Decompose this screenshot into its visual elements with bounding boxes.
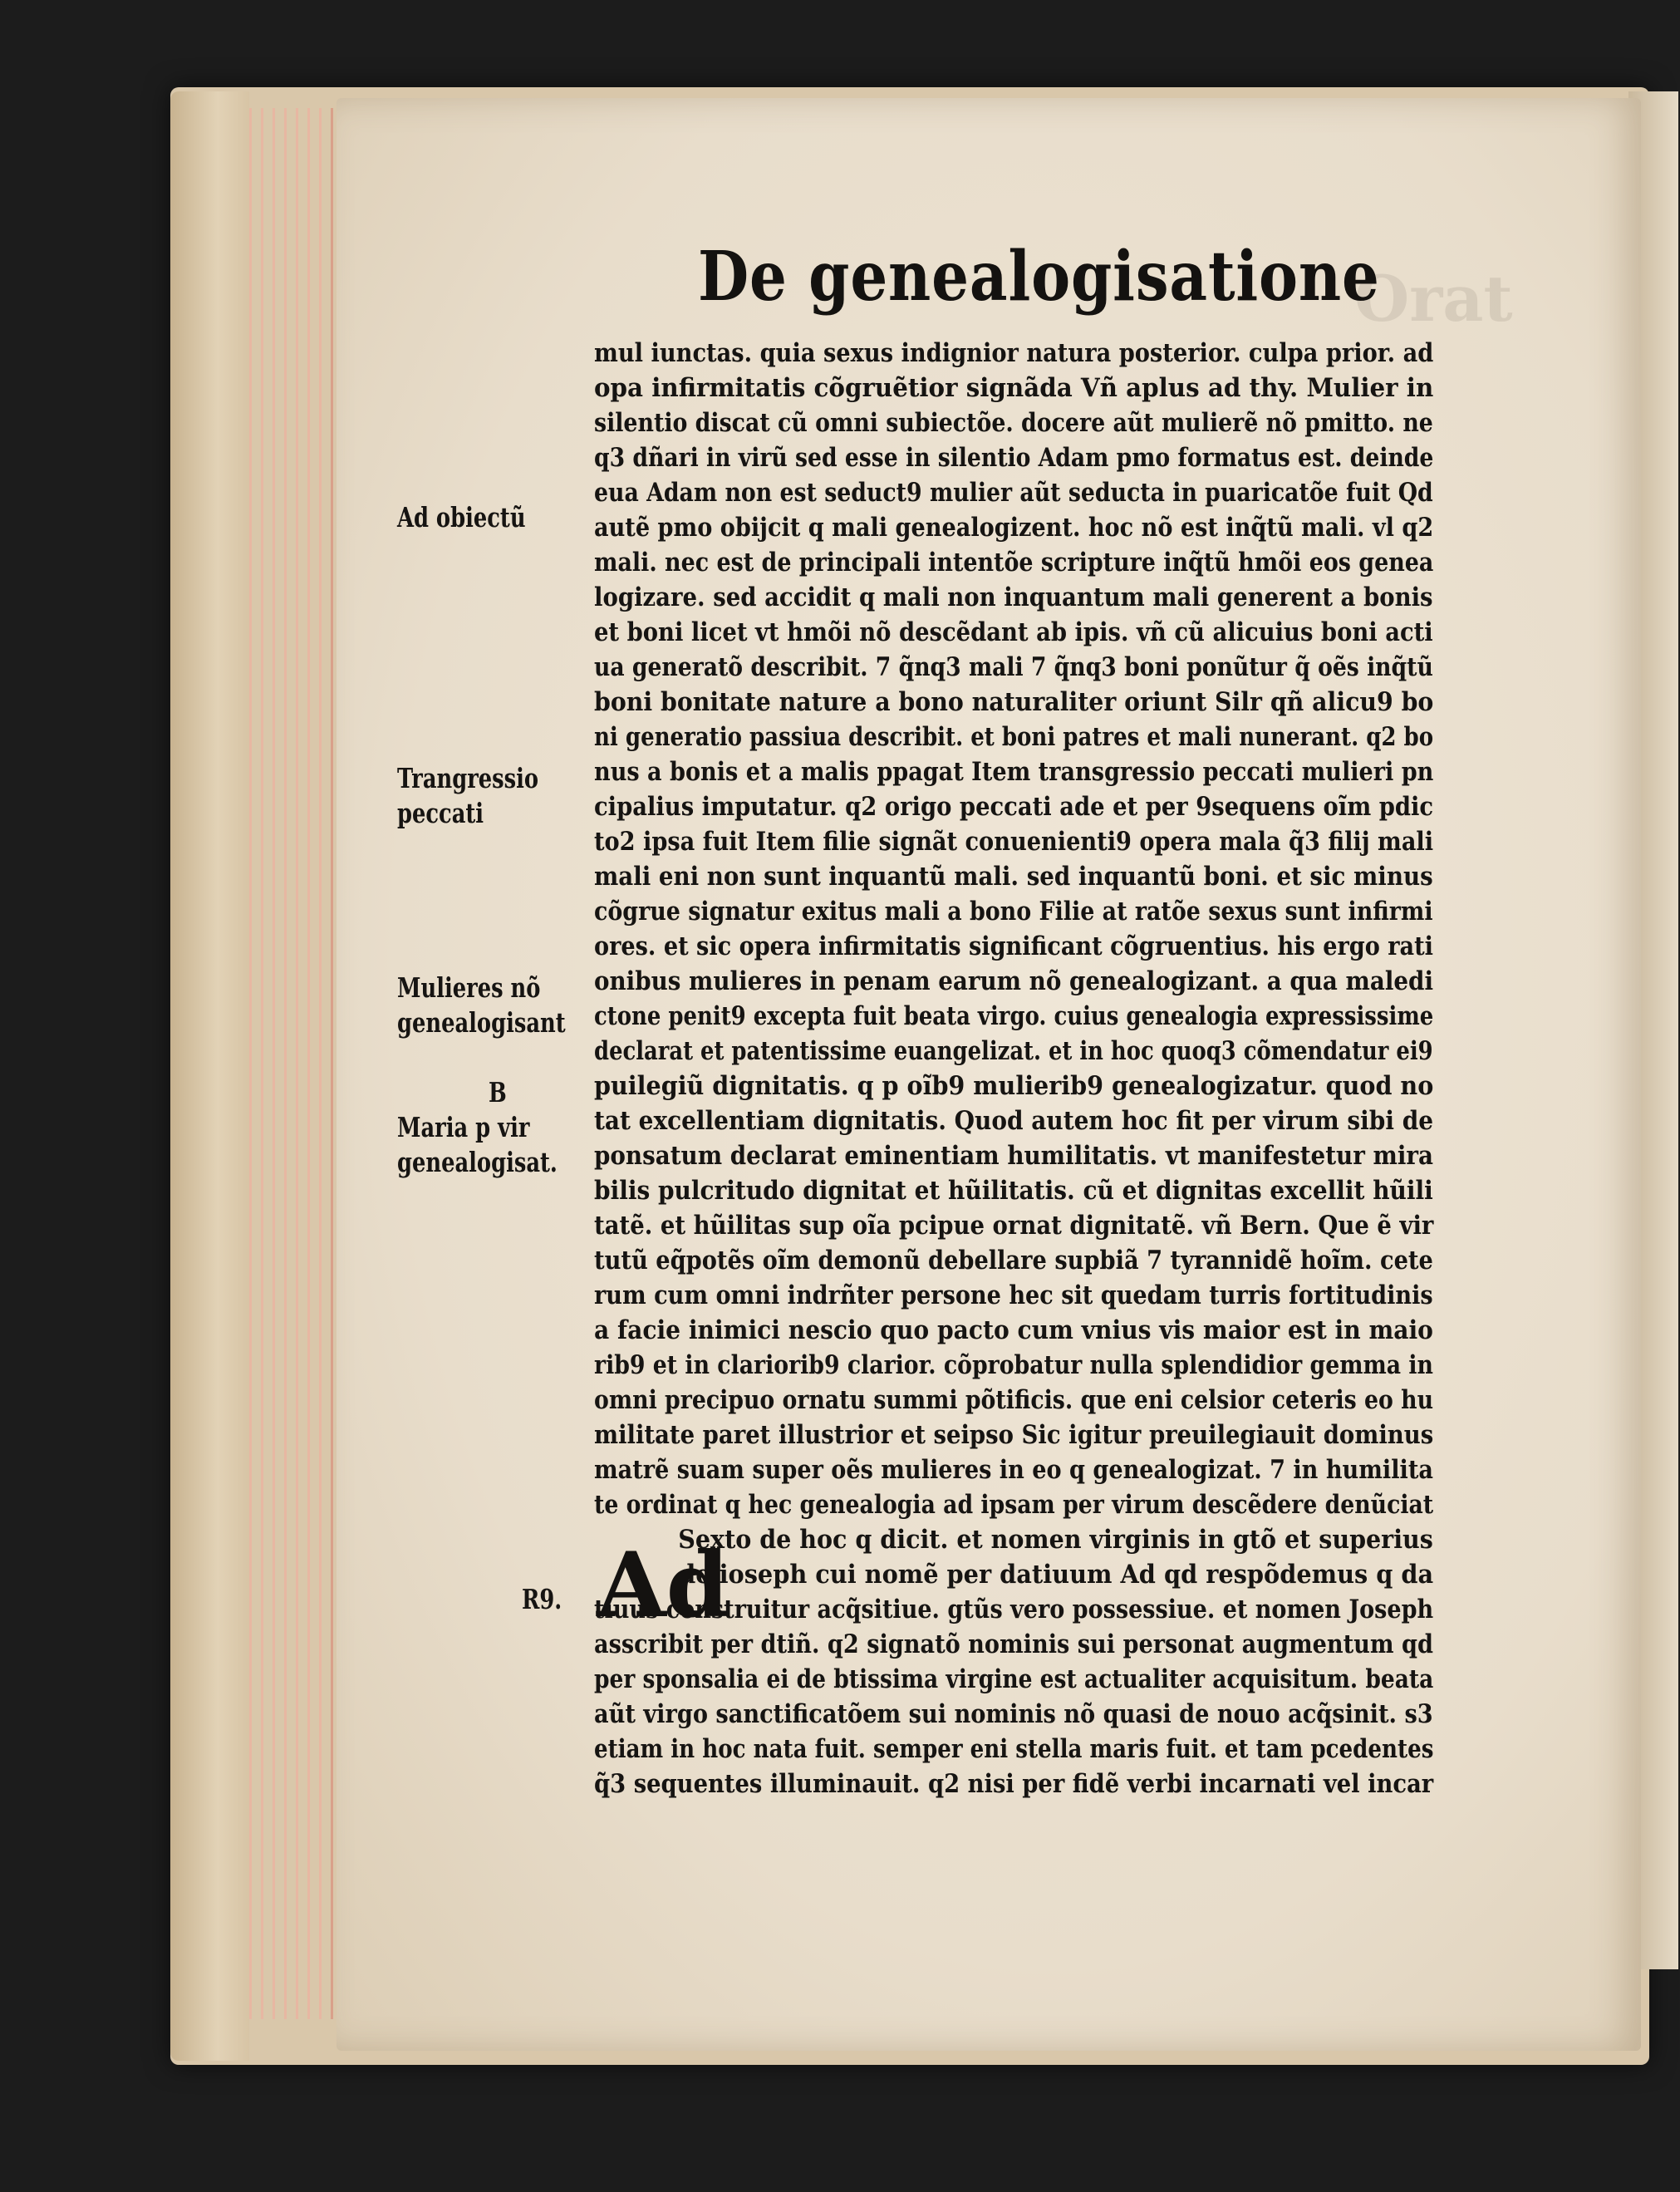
text-line: matrẽ suam super oẽs mulieres in eo q genealogizat. 7 in humilita (594, 1455, 1433, 1485)
marginal-note: Trangressio (397, 762, 539, 794)
text-line: tiuus construitur acq̃sitiue. gtũs vero possessiue. et nomen Joseph (594, 1595, 1434, 1624)
page-title: De genealogisatione (698, 237, 1380, 317)
text-line: tutũ eq̃potẽs oĩm demonũ debellare supbiã 7 tyrannidẽ hoĩm. cete (594, 1246, 1433, 1275)
text-line: autẽ pmo obijcit q mali genealogizent. hoc nõ est inq̃tũ mali. vl q2 (594, 513, 1434, 543)
text-line: ua generatõ describit. 7 q̃nq3 mali 7 q̃nq3 boni ponũtur q̃ oẽs inq̃tũ (594, 652, 1433, 682)
text-line: mali. nec est de principali intentõe scripture inq̃tũ hmõi eos genea (594, 548, 1434, 577)
text-line: cõgrue signatur exitus mali a bono Filie at ratõe sexus sunt infirmi (594, 897, 1433, 926)
page-stack-edges (241, 108, 341, 2019)
text-line: bilis pulcritudo dignitat et hũilitatis. cũ et dignitas excellit hũili (594, 1176, 1433, 1206)
text-line: declarat et patentissime euangelizat. et in hoc quoq3 cõmendatur ei9 (594, 1036, 1433, 1066)
marginal-note: Ad obiectũ (397, 501, 526, 533)
bleed-through-text: Orat (1354, 262, 1513, 336)
marginal-note: genealogisat. (397, 1146, 558, 1178)
text-line: mali eni non sunt inquantũ mali. sed inquantũ boni. et sic minus (594, 862, 1433, 892)
text-line: Sexto de hoc q dicit. et nomen virginis in gtõ et superius (678, 1525, 1433, 1555)
text-line: per sponsalia ei de btissima virgine est actualiter acquisitum. beata (594, 1664, 1434, 1694)
text-line: boni bonitate nature a bono naturaliter oriunt Silr qñ alicu9 bo (594, 687, 1434, 717)
text-line: ores. et sic opera infirmitatis significant cõgruentius. his ergo rati (594, 931, 1433, 961)
text-line: mul iunctas. quia sexus indignior natura posterior. culpa prior. ad (594, 338, 1434, 368)
text-line: logizare. sed accidit q mali non inquantum mali generent a bonis (594, 582, 1433, 612)
text-line: te ordinat q hec genealogia ad ipsam per virum descẽdere denũciat (594, 1490, 1434, 1520)
text-line: tatẽ. et hũilitas sup oĩa pcipue ornat dignitatẽ. vñ Bern. Que ẽ vir (594, 1211, 1434, 1241)
text-line: eua Adam non est seduct9 mulier aũt seducta in puaricatõe fuit Qd (594, 478, 1433, 508)
text-line: silentio discat cũ omni subiectõe. docere aũt mulierẽ nõ pmitto. ne (594, 408, 1433, 438)
marginal-note: Maria p vir (397, 1111, 530, 1143)
text-line: militate paret illustrior et seipso Sic igitur preuilegiauit dominus (594, 1420, 1434, 1450)
text-line: opa infirmitatis cõgruẽtior signãda Vñ aplus ad thy. Mulier in (594, 373, 1434, 403)
text-line: rum cum omni indrñter persone hec sit quedam turris fortitudinis (594, 1280, 1433, 1310)
binding-spine-edge (170, 91, 249, 2061)
text-line: aũt virgo sanctificatõem sui nominis nõ quasi de nouo acq̃sinit. s3 (594, 1699, 1433, 1729)
text-line: et boni licet vt hmõi nõ descẽdant ab ipis. vñ cũ alicuius boni acti (594, 617, 1433, 647)
text-line: cipalius imputatur. q2 origo peccati ade et per 9sequens oĩm pdic (594, 792, 1434, 822)
marginal-note: genealogisant (397, 1006, 566, 1039)
text-line: tat excellentiam dignitatis. Quod autem hoc fit per virum sibi de (594, 1106, 1434, 1136)
text-line: to2 ipsa fuit Item filie signãt conuenienti9 opera mala q̃3 filij mali (594, 827, 1434, 857)
text-line: puilegiũ dignitatis. q p oĩb9 mulierib9 genealogizatur. quod no (594, 1071, 1434, 1101)
text-line: asscribit per dtiñ. q2 signatõ nominis sui personat augmentum qd (594, 1629, 1433, 1659)
text-line: ni generatio passiua describit. et boni patres et mali nunerant. q2 bo (594, 722, 1434, 752)
text-line: nus a bonis et a malis ppagat Item transgressio peccati mulieri pn (594, 757, 1434, 787)
text-line: a facie inimici nescio quo pacto cum vnius vis maior est in maio (594, 1315, 1433, 1345)
text-line: ctone penit9 excepta fuit beata virgo. cuius genealogia expressissime (594, 1001, 1434, 1031)
text-line: omni precipuo ornatu summi põtificis. que eni celsior ceteris eo hu (594, 1385, 1434, 1415)
marginal-note: Mulieres nõ (397, 971, 541, 1004)
text-line: q̃3 sequentes illuminauit. q2 nisi per fidẽ verbi incarnati vel incar (594, 1769, 1434, 1799)
marginal-note: peccati (397, 797, 484, 829)
text-line: rib9 et in clariorib9 clarior. cõprobatur nulla splendidior gemma in (594, 1350, 1433, 1380)
text-line: de ioseph cui nomẽ per datiuum Ad qd respõdemus q da (679, 1560, 1434, 1590)
marginal-note: B (489, 1076, 507, 1108)
text-line: q3 dñari in virũ sed esse in silentio Adam pmo formatus est. deinde (594, 443, 1434, 473)
drop-capital: Ad (597, 1533, 729, 1638)
text-line: etiam in hoc nata fuit. semper eni stella maris fuit. et tam pcedentes (594, 1734, 1434, 1764)
text-line: ponsatum declarat eminentiam humilitatis. vt manifestetur mira (594, 1141, 1434, 1171)
text-line: onibus mulieres in penam earum nõ genealogizant. a qua maledi (594, 966, 1433, 996)
marginal-note: R9. (522, 1583, 562, 1615)
